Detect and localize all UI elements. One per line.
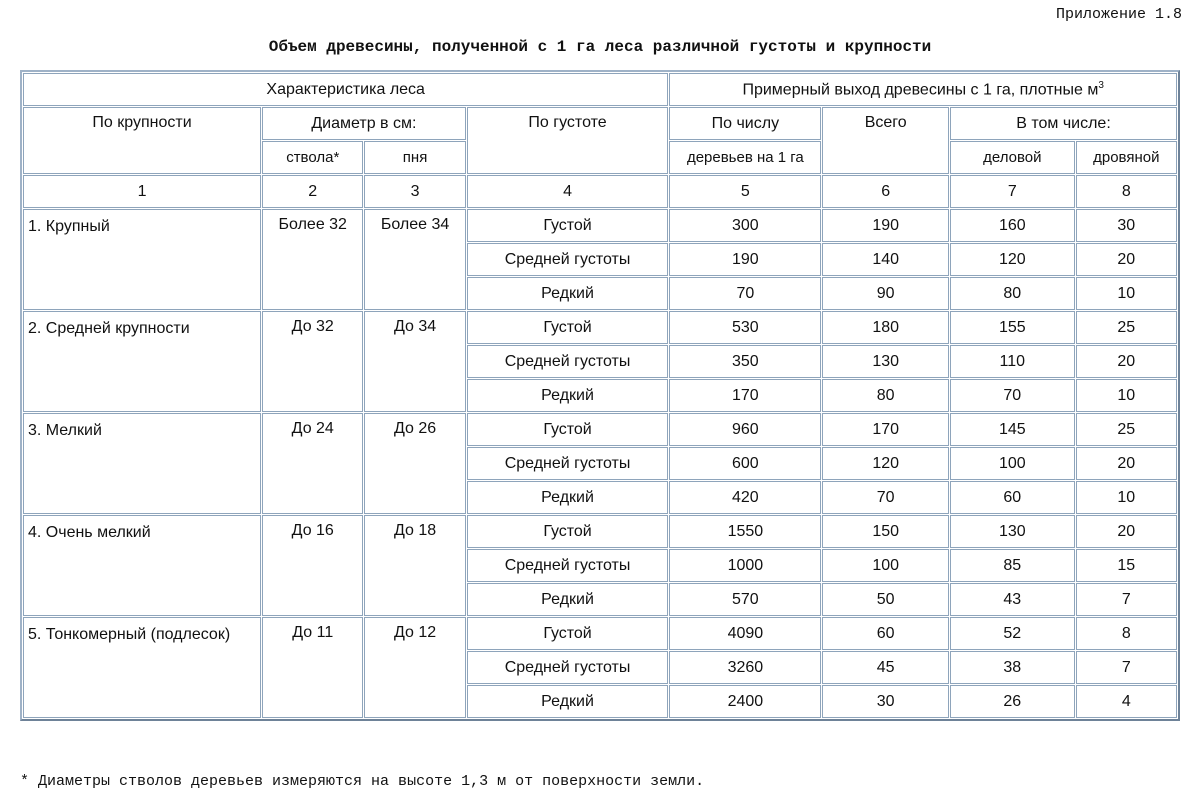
- tree-count-cell: 300: [669, 209, 821, 242]
- column-number-row: [23, 175, 1177, 208]
- header-by-count: По числу: [669, 107, 821, 140]
- stump-diameter-cell: До 18: [364, 515, 465, 616]
- firewood-volume-cell: 8: [1076, 617, 1177, 650]
- density-cell: Средней густоты: [467, 549, 669, 582]
- business-volume-cell: 26: [950, 685, 1075, 718]
- total-volume-cell: 190: [822, 209, 949, 242]
- total-volume-cell: 100: [822, 549, 949, 582]
- tree-count-cell: 2400: [669, 685, 821, 718]
- firewood-volume-cell: 7: [1076, 583, 1177, 616]
- header-diameter: Диаметр в см:: [262, 107, 466, 140]
- firewood-volume-cell: 10: [1076, 277, 1177, 310]
- tree-count-cell: 960: [669, 413, 821, 446]
- density-cell: Густой: [467, 209, 669, 242]
- business-volume-cell: 60: [950, 481, 1075, 514]
- tree-count-cell: 70: [669, 277, 821, 310]
- stump-diameter-cell: До 34: [364, 311, 465, 412]
- tree-count-cell: 1550: [669, 515, 821, 548]
- density-cell: Редкий: [467, 583, 669, 616]
- density-cell: Густой: [467, 515, 669, 548]
- firewood-volume-cell: 4: [1076, 685, 1177, 718]
- size-category-cell: 5. Тонкомерный (подлесок): [23, 617, 261, 718]
- total-volume-cell: 50: [822, 583, 949, 616]
- stump-diameter-cell: До 26: [364, 413, 465, 514]
- header-including: В том числе:: [950, 107, 1177, 140]
- business-volume-cell: 160: [950, 209, 1075, 242]
- firewood-volume-cell: 15: [1076, 549, 1177, 582]
- density-cell: Густой: [467, 413, 669, 446]
- stump-diameter-cell: До 12: [364, 617, 465, 718]
- appendix-label: Приложение 1.8: [1055, 6, 1182, 23]
- firewood-volume-cell: 20: [1076, 345, 1177, 378]
- table-row: [23, 209, 1177, 242]
- header-trees-per-ha: деревьев на 1 га: [669, 141, 821, 174]
- density-cell: Средней густоты: [467, 651, 669, 684]
- header-by-size: По крупности: [23, 107, 261, 174]
- tree-count-cell: 350: [669, 345, 821, 378]
- total-volume-cell: 170: [822, 413, 949, 446]
- business-volume-cell: 52: [950, 617, 1075, 650]
- header-yield: [669, 73, 1177, 106]
- tree-count-cell: 420: [669, 481, 821, 514]
- business-volume-cell: 130: [950, 515, 1075, 548]
- business-volume-cell: 85: [950, 549, 1075, 582]
- wood-volume-table-frame: [20, 70, 1180, 721]
- firewood-volume-cell: 10: [1076, 481, 1177, 514]
- tree-count-cell: 3260: [669, 651, 821, 684]
- firewood-volume-cell: 7: [1076, 651, 1177, 684]
- trunk-diameter-cell: До 24: [262, 413, 363, 514]
- firewood-volume-cell: 20: [1076, 447, 1177, 480]
- tree-count-cell: 530: [669, 311, 821, 344]
- page-title: Объем древесины, полученной с 1 га леса различной густоты и крупности: [268, 38, 932, 56]
- column-number: 4: [467, 175, 669, 208]
- size-category-cell: 4. Очень мелкий: [23, 515, 261, 616]
- column-number: 2: [262, 175, 363, 208]
- header-by-density: По густоте: [467, 107, 669, 174]
- header-trunk: ствола*: [262, 141, 363, 174]
- tree-count-cell: 570: [669, 583, 821, 616]
- table-row: [23, 515, 1177, 548]
- size-category-cell: 1. Крупный: [23, 209, 261, 310]
- firewood-volume-cell: 25: [1076, 311, 1177, 344]
- firewood-volume-cell: 10: [1076, 379, 1177, 412]
- total-volume-cell: 45: [822, 651, 949, 684]
- header-stump: пня: [364, 141, 465, 174]
- tree-count-cell: 600: [669, 447, 821, 480]
- trunk-diameter-cell: До 32: [262, 311, 363, 412]
- business-volume-cell: 145: [950, 413, 1075, 446]
- column-number: 7: [950, 175, 1075, 208]
- density-cell: Средней густоты: [467, 447, 669, 480]
- total-volume-cell: 60: [822, 617, 949, 650]
- footnote: * Диаметры стволов деревьев измеряются на высоте 1,3 м от поверхности земли.: [20, 773, 705, 790]
- total-volume-cell: 140: [822, 243, 949, 276]
- tree-count-cell: 190: [669, 243, 821, 276]
- tree-count-cell: 1000: [669, 549, 821, 582]
- header-total: Всего: [822, 107, 949, 174]
- table-row: [23, 311, 1177, 344]
- table-row: [23, 413, 1177, 446]
- header-row-1: [23, 73, 1177, 106]
- header-business: деловой: [950, 141, 1075, 174]
- total-volume-cell: 80: [822, 379, 949, 412]
- business-volume-cell: 70: [950, 379, 1075, 412]
- trunk-diameter-cell: До 11: [262, 617, 363, 718]
- business-volume-cell: 43: [950, 583, 1075, 616]
- density-cell: Густой: [467, 617, 669, 650]
- business-volume-cell: 120: [950, 243, 1075, 276]
- firewood-volume-cell: 20: [1076, 243, 1177, 276]
- trunk-diameter-cell: До 16: [262, 515, 363, 616]
- total-volume-cell: 90: [822, 277, 949, 310]
- header-yield-text: Примерный выход древесины с 1 га, плотные м: [742, 81, 1099, 99]
- size-category-cell: 3. Мелкий: [23, 413, 261, 514]
- firewood-volume-cell: 30: [1076, 209, 1177, 242]
- density-cell: Густой: [467, 311, 669, 344]
- size-category-cell: 2. Средней крупности: [23, 311, 261, 412]
- density-cell: Средней густоты: [467, 243, 669, 276]
- density-cell: Редкий: [467, 379, 669, 412]
- tree-count-cell: 170: [669, 379, 821, 412]
- header-row-2: [23, 107, 1177, 140]
- firewood-volume-cell: 20: [1076, 515, 1177, 548]
- trunk-diameter-cell: Более 32: [262, 209, 363, 310]
- business-volume-cell: 38: [950, 651, 1075, 684]
- density-cell: Редкий: [467, 685, 669, 718]
- column-number: 6: [822, 175, 949, 208]
- business-volume-cell: 110: [950, 345, 1075, 378]
- total-volume-cell: 120: [822, 447, 949, 480]
- header-characteristic: Характеристика леса: [23, 73, 668, 106]
- density-cell: Редкий: [467, 481, 669, 514]
- density-cell: Средней густоты: [467, 345, 669, 378]
- stump-diameter-cell: Более 34: [364, 209, 465, 310]
- business-volume-cell: 155: [950, 311, 1075, 344]
- column-number: 3: [364, 175, 465, 208]
- total-volume-cell: 30: [822, 685, 949, 718]
- total-volume-cell: 180: [822, 311, 949, 344]
- total-volume-cell: 150: [822, 515, 949, 548]
- total-volume-cell: 130: [822, 345, 949, 378]
- header-yield-sup: 3: [1098, 79, 1104, 91]
- firewood-volume-cell: 25: [1076, 413, 1177, 446]
- business-volume-cell: 100: [950, 447, 1075, 480]
- table-row: [23, 617, 1177, 650]
- total-volume-cell: 70: [822, 481, 949, 514]
- header-firewood: дровяной: [1076, 141, 1177, 174]
- column-number: 1: [23, 175, 261, 208]
- wood-volume-table: [22, 72, 1178, 719]
- column-number: 8: [1076, 175, 1177, 208]
- business-volume-cell: 80: [950, 277, 1075, 310]
- density-cell: Редкий: [467, 277, 669, 310]
- tree-count-cell: 4090: [669, 617, 821, 650]
- column-number: 5: [669, 175, 821, 208]
